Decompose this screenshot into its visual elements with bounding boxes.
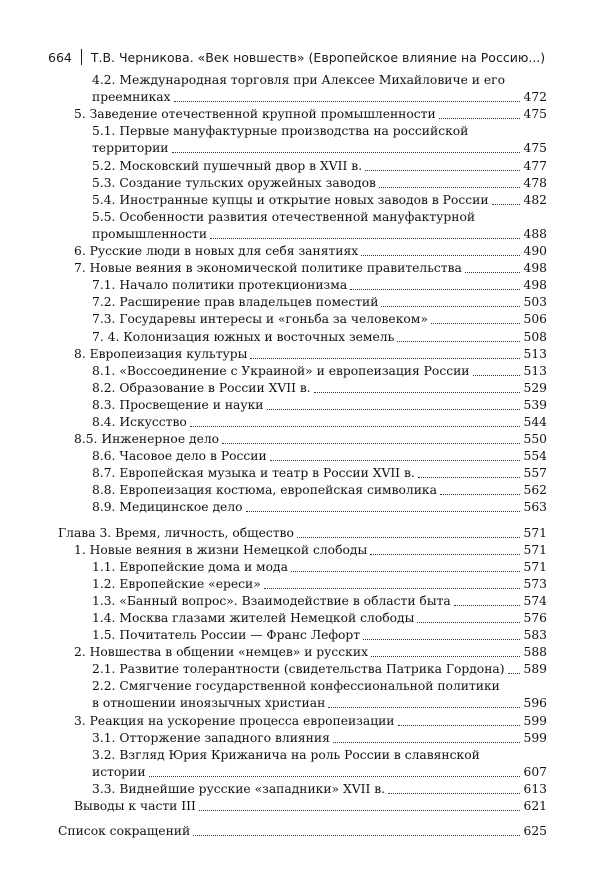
toc-entry (0, 311, 600, 328)
dot-leader (379, 186, 520, 188)
toc-entry-line (0, 123, 547, 140)
dot-leader (291, 570, 520, 572)
toc-entry-title: 2. Новшества в общении «немцев» и русских (74, 645, 369, 660)
toc-entry (0, 277, 600, 294)
dot-leader (370, 553, 520, 555)
toc-entry-line (0, 678, 547, 695)
dot-leader (222, 442, 520, 444)
toc-entry-title: 8.9. Медицинское дело (92, 500, 243, 515)
toc-entry (0, 798, 600, 815)
toc-entry-title: 8.1. «Воссоединение с Украиной» и европеизация России (92, 363, 470, 378)
dot-leader (363, 638, 520, 640)
toc-page-number: 554 (523, 449, 547, 464)
dot-leader (193, 834, 520, 836)
toc-page-number: 557 (523, 466, 547, 481)
toc-entry-line (0, 363, 547, 380)
toc-entry-line (0, 524, 547, 541)
dot-leader (508, 672, 520, 674)
running-header (48, 46, 568, 68)
toc-page-number: 599 (523, 713, 547, 728)
toc-entry (0, 243, 600, 260)
toc-entry-title: 8.4. Искусство (92, 414, 187, 429)
toc-entry (0, 123, 600, 157)
dot-leader (388, 792, 520, 794)
toc-entry (0, 610, 600, 627)
toc-entry (0, 260, 600, 277)
toc-page-number: 625 (523, 824, 547, 839)
toc-entry (0, 157, 600, 174)
toc-entry (0, 781, 600, 798)
toc-entry-line (0, 380, 547, 397)
toc-entry-title: 5.4. Иностранные купцы и открытие новых заводов в России (92, 192, 489, 207)
toc-page-number: 576 (523, 611, 547, 625)
toc-page-number: 571 (523, 525, 547, 540)
toc-entry-line (0, 559, 547, 576)
toc-entry (0, 576, 600, 593)
toc-entry (0, 414, 600, 431)
toc-entry (0, 465, 600, 482)
toc-entry-title: Список сокращений (58, 824, 191, 839)
toc-page-number: 588 (523, 645, 547, 660)
toc-entry-title: преемниках (92, 90, 171, 105)
toc-page-number: 490 (523, 244, 547, 259)
dot-leader (350, 288, 520, 290)
toc-entry-title: 7. 4. Колонизация южных и восточных земель (92, 329, 395, 344)
toc-entry-line (0, 482, 547, 499)
toc-page-number: 589 (523, 662, 547, 677)
toc-entry-title: 5.1. Первые мануфактурные производства на российской (92, 124, 469, 139)
toc-entry-title: истории (92, 764, 146, 779)
toc-entry-line (0, 294, 547, 311)
toc-entry-title: 1.4. Москва глазами жителей Немецкой слободы (92, 611, 415, 625)
dot-leader (418, 476, 520, 478)
dot-leader (454, 604, 520, 606)
toc-entry (0, 175, 600, 192)
toc-page-number: 482 (523, 192, 547, 207)
toc-entry-line (0, 593, 547, 610)
dot-leader (333, 741, 520, 743)
toc-page-number: 583 (523, 628, 547, 643)
toc-entry-line (0, 175, 547, 192)
dot-leader (381, 305, 520, 307)
toc-section-chapter-2-continued (0, 72, 600, 516)
toc-entry-line (0, 644, 547, 661)
toc-entry-title: 8.6. Часовое дело в России (92, 449, 267, 464)
toc-page-number: 571 (523, 559, 547, 574)
toc-entry (0, 593, 600, 610)
toc-page-number: 506 (523, 312, 547, 327)
dot-leader (440, 493, 520, 495)
dot-leader (328, 706, 520, 708)
toc-entry (0, 499, 600, 516)
toc-entry-title: 5.2. Московский пушечный двор в XVII в. (92, 158, 363, 173)
toc-entry (0, 397, 600, 414)
toc-page-number: 478 (523, 175, 547, 190)
toc-entry-title: 7.3. Государевы интересы и «гоньба за человеком» (92, 312, 428, 327)
toc-entry-title: 8.2. Образование в России XVII в. (92, 380, 311, 395)
toc-entry-title: 1.5. Почитатель России — Франс Лефорт (92, 628, 361, 643)
dot-leader (431, 322, 520, 324)
toc-entry (0, 448, 600, 465)
toc-entry-title: 7.1. Начало политики протекционизма (92, 278, 348, 293)
header-divider (81, 49, 82, 65)
toc-entry-line (0, 260, 547, 277)
toc-entry-line (0, 226, 547, 243)
toc-entry-title: 1.2. Европейские «ереси» (92, 576, 261, 591)
toc-entry-title: 8.7. Европейская музыка и театр в России XVII в. (92, 466, 415, 481)
toc-entry (0, 661, 600, 678)
toc-entry-line (0, 414, 547, 431)
toc-entry-line (0, 610, 547, 627)
toc-entry-title: в отношении иноязычных христиан (92, 696, 326, 711)
toc-entry (0, 712, 600, 729)
toc-entry (0, 192, 600, 209)
toc-section-abbreviations (0, 823, 600, 840)
toc-entry-line (0, 328, 547, 345)
toc-entry-line (0, 72, 547, 89)
toc-entry-line (0, 277, 547, 294)
toc-entry-title: 3.2. Взгляд Юрия Крижанича на роль России в славянской (92, 747, 480, 762)
toc-entry-title: 8.8. Европеизация костюма, европейская символика (92, 483, 437, 498)
toc-entry-line (0, 661, 547, 678)
toc-entry-line (0, 823, 547, 840)
toc-section-chapter-3 (0, 524, 600, 815)
toc-entry-line (0, 397, 547, 414)
toc-entry-title: 1.1. Европейские дома и мода (92, 559, 288, 574)
toc-page-number: 529 (523, 380, 547, 395)
toc-entry (0, 678, 600, 712)
toc-entry-line (0, 243, 547, 260)
toc-entry-line (0, 542, 547, 559)
dot-leader (365, 169, 520, 171)
toc-page-number: 596 (523, 696, 547, 711)
toc-entry-line (0, 140, 547, 157)
dot-leader (473, 374, 520, 376)
toc-entry (0, 823, 600, 840)
dot-leader (210, 237, 520, 239)
toc-entry-line (0, 448, 547, 465)
toc-entry-line (0, 346, 547, 363)
dot-leader (190, 425, 520, 427)
toc-entry-title: 5.5. Особенности развития отечественной мануфактурной (92, 209, 476, 224)
dot-leader (371, 655, 520, 657)
toc-entry (0, 644, 600, 661)
toc-entry-line (0, 157, 547, 174)
toc-entry (0, 328, 600, 345)
toc-gap (0, 815, 600, 823)
toc-page-number: 539 (523, 397, 547, 412)
toc-page-number: 573 (523, 576, 547, 591)
toc-page-number: 574 (523, 593, 547, 608)
toc-page-number: 513 (523, 346, 547, 361)
toc-entry-line (0, 747, 547, 764)
toc-page-number: 508 (523, 329, 547, 344)
toc-entry-line (0, 431, 547, 448)
toc-entry-title: 5.3. Создание тульских оружейных заводов (92, 175, 376, 190)
toc-entry-title: 7. Новые веяния в экономической политике правительства (74, 261, 462, 276)
toc-entry-line (0, 712, 547, 729)
dot-leader (439, 117, 520, 119)
toc-entry (0, 380, 600, 397)
toc-entry (0, 524, 600, 541)
toc-entry (0, 482, 600, 499)
toc-entry (0, 294, 600, 311)
toc-page-number: 503 (523, 295, 547, 310)
toc-entry (0, 209, 600, 243)
toc-entry-title: 3. Реакция на ускорение процесса европеизации (74, 713, 395, 728)
toc-entry-line (0, 209, 547, 226)
dot-leader (267, 408, 521, 410)
toc-entry-title: 1.3. «Банный вопрос». Взаимодействие в области быта (92, 593, 451, 608)
toc-entry (0, 747, 600, 781)
toc-entry-title: 2.2. Смягчение государственной конфессиональной политики (92, 679, 500, 694)
toc-entry (0, 346, 600, 363)
toc-entry (0, 542, 600, 559)
toc-entry-title: Глава 3. Время, личность, общество (58, 525, 294, 540)
toc-entry-title: 4.2. Международная торговля при Алексее Михайловиче и его (92, 73, 505, 88)
toc-page-number: 488 (523, 226, 547, 241)
dot-leader (264, 587, 520, 589)
dot-leader (492, 203, 520, 205)
toc-entry-line (0, 192, 547, 209)
toc-entry-line (0, 106, 547, 123)
toc-entry-title: 3.1. Отторжение западного влияния (92, 730, 330, 745)
toc-page-number: 621 (523, 799, 547, 814)
toc-entry (0, 363, 600, 380)
toc-page-number: 563 (523, 500, 547, 515)
toc-entry-line (0, 781, 547, 798)
dot-leader (250, 357, 520, 359)
toc-entry-line (0, 576, 547, 593)
toc-entry-line (0, 89, 547, 106)
toc-entry-line (0, 465, 547, 482)
toc-entry (0, 559, 600, 576)
toc-entry (0, 72, 600, 106)
table-of-contents (0, 72, 600, 840)
toc-entry-title: промышленности (92, 226, 208, 241)
toc-page-number: 550 (523, 432, 547, 447)
toc-page-number: 513 (523, 363, 547, 378)
toc-entry-title: 1. Новые веяния в жизни Немецкой слободы (74, 542, 368, 557)
toc-page-number: 599 (523, 730, 547, 745)
toc-entry-line (0, 730, 547, 747)
toc-page-number: 475 (523, 107, 547, 122)
toc-entry-title: 6. Русские люди в новых для себя занятиях (74, 244, 359, 259)
toc-entry-title: 3.3. Виднейшие русские «западники» XVII в. (92, 781, 386, 796)
toc-entry-title: 2.1. Развитие толерантности (свидетельства Патрика Гордона) (92, 662, 505, 677)
dot-leader (314, 391, 520, 393)
toc-entry-title: 8. Европеизация культуры (74, 346, 248, 361)
toc-entry-title: 7.2. Расширение прав владельцев поместий (92, 295, 379, 310)
running-title: Т.В. Черникова. «Век новшеств» (Европейское влияние на Россию...) (90, 49, 546, 65)
toc-entry-line (0, 311, 547, 328)
toc-page-number: 498 (523, 261, 547, 276)
dot-leader (417, 621, 520, 623)
toc-entry-title: 5. Заведение отечественной крупной промышленности (74, 107, 436, 122)
dot-leader (174, 100, 520, 102)
toc-entry (0, 627, 600, 644)
toc-page-number: 477 (523, 158, 547, 173)
toc-page-number: 544 (523, 414, 547, 429)
dot-leader (149, 775, 520, 777)
toc-page-number: 475 (523, 141, 547, 156)
page-number: 664 (48, 49, 72, 65)
dot-leader (465, 271, 520, 273)
toc-page-number: 613 (523, 781, 547, 796)
toc-gap (0, 516, 600, 524)
toc-entry-title: территории (92, 141, 169, 156)
toc-entry-line (0, 764, 547, 781)
toc-page-number: 472 (523, 90, 547, 105)
toc-page-number: 571 (523, 542, 547, 557)
toc-entry (0, 106, 600, 123)
dot-leader (397, 340, 520, 342)
toc-page-number: 562 (523, 483, 547, 498)
dot-leader (172, 151, 521, 153)
toc-entry (0, 730, 600, 747)
toc-page-number: 607 (523, 764, 547, 779)
dot-leader (398, 724, 520, 726)
dot-leader (297, 536, 520, 538)
dot-leader (361, 254, 520, 256)
toc-entry-line (0, 798, 547, 815)
toc-entry (0, 431, 600, 448)
dot-leader (270, 459, 520, 461)
toc-page-number: 498 (523, 278, 547, 293)
toc-entry-title: 8.5. Инженерное дело (74, 432, 220, 447)
toc-entry-title: 8.3. Просвещение и науки (92, 397, 264, 412)
toc-entry-line (0, 627, 547, 644)
toc-entry-title: Выводы к части III (74, 799, 196, 814)
toc-entry-line (0, 499, 547, 516)
dot-leader (199, 809, 520, 811)
toc-entry-line (0, 695, 547, 712)
dot-leader (246, 510, 520, 512)
